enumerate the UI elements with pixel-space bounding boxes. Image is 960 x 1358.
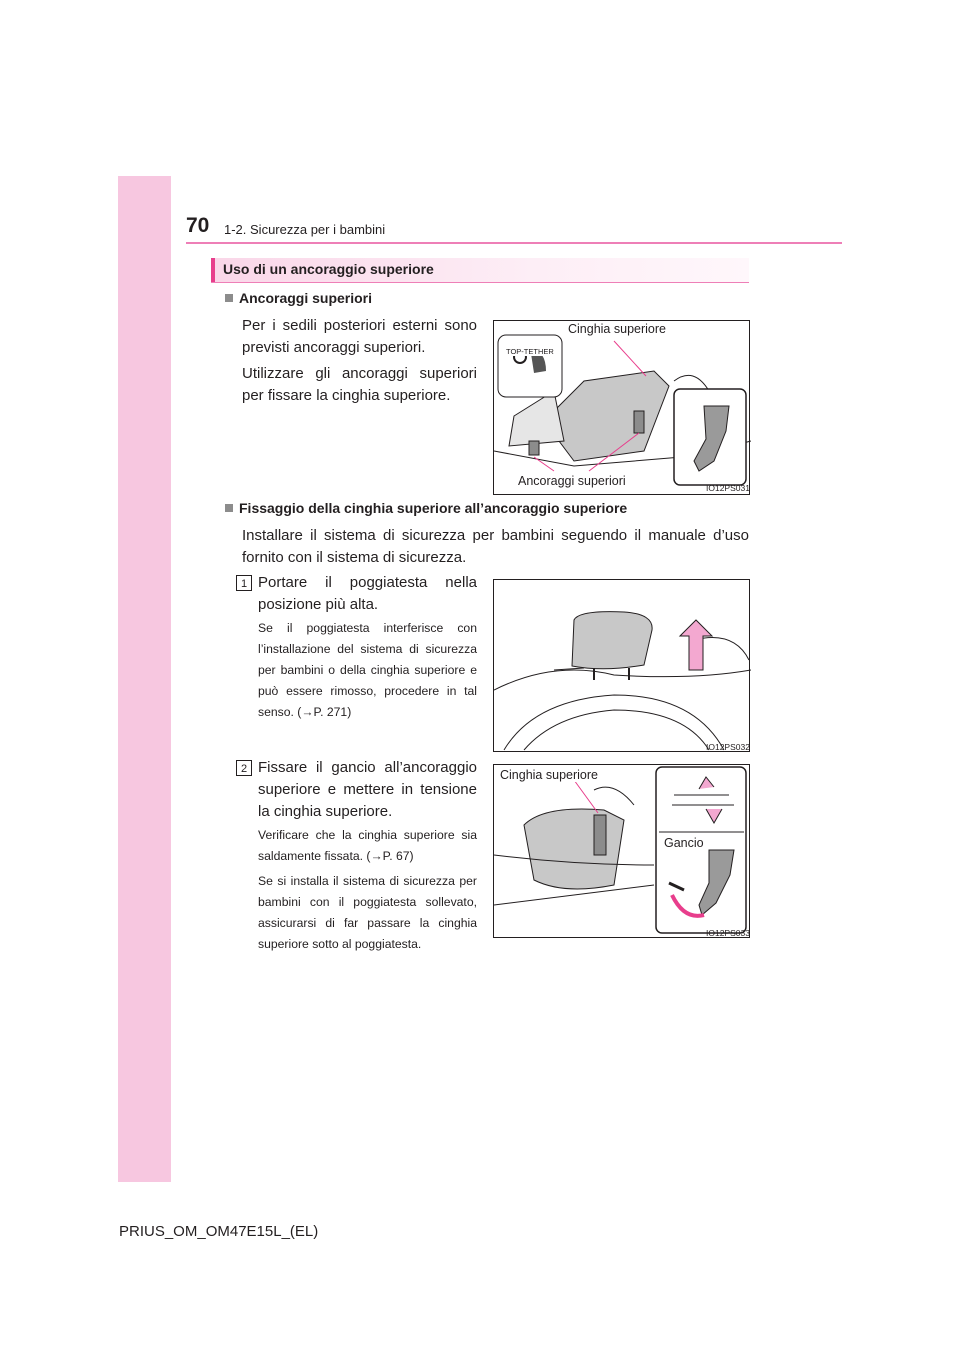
fig1-label-anchors: Ancoraggi superiori (518, 474, 626, 488)
figure-hook-attach (493, 764, 750, 938)
figure-headrest-raise (493, 579, 750, 752)
step-2-number: 2 (236, 760, 252, 776)
step-1-number: 1 (236, 575, 252, 591)
anchors-paragraph-1: Per i sedili posteriori esterni sono previsti ancoraggi superiori. (242, 317, 477, 356)
topic-title: Uso di un ancoraggio superiore (223, 261, 434, 277)
figure-top-tether-anchors (493, 320, 750, 495)
subheading-fixing-text: Fissaggio della cinghia superiore all’ancoraggio superiore (239, 500, 628, 516)
fig1-label-top-strap: Cinghia superiore (568, 322, 666, 336)
topic-bar (211, 258, 749, 283)
subheading-anchors (225, 290, 372, 306)
step-2-note-2: Se si installa il sistema di sicurezza per bambini con il poggiatesta sollevato, assicurarsi di far passare la cinghia superiore sotto al poggiatesta. (258, 874, 477, 951)
step-1-main: Portare il poggiatesta nella posizione più alta. (258, 574, 477, 613)
fig3-label-top-strap: Cinghia superiore (500, 768, 598, 782)
section-title: 1-2. Sicurezza per i bambini (224, 222, 386, 237)
subheading-anchors-text: Ancoraggi superiori (239, 290, 373, 306)
fig3-label-hook: Gancio (664, 836, 704, 850)
step-1-note: Se il poggiatesta interferisce con l’installazione del sistema di sicurezza per bambini o della cinghia superiore e può essere rimosso, procedere in tal senso. (→P. 271) (258, 621, 477, 719)
subheading-fixing (225, 500, 627, 516)
anchors-paragraph-2: Utilizzare gli ancoraggi superiori per fissare la cinghia superiore. (242, 365, 477, 404)
side-color-band (118, 176, 171, 1182)
fig3-code: IO12PS033 (706, 928, 750, 938)
step-2-main: Fissare il gancio all’ancoraggio superiore e mettere in tensione la cinghia superiore. (258, 759, 477, 820)
header-divider (186, 242, 842, 244)
fig1-code: IO12PS031 (706, 483, 750, 493)
top-tether-icon-label: TOP-TETHER (506, 347, 554, 356)
bullet-square-icon (225, 294, 233, 302)
page-number: 70 (186, 214, 210, 237)
step-2-note-1: Verificare che la cinghia superiore sia saldamente fissata. (→P. 67) (258, 828, 477, 863)
bullet-square-icon (225, 504, 233, 512)
footer-doc-code: PRIUS_OM_OM47E15L_(EL) (119, 1223, 319, 1240)
figure-3-illustration (494, 765, 751, 939)
fig2-code: IO12PS032 (706, 742, 750, 752)
figure-2-illustration (494, 580, 751, 753)
fixing-paragraph: Installare il sistema di sicurezza per bambini seguendo il manuale d’uso fornito con il sistema di sicurezza. (242, 527, 749, 566)
topic-bar-accent (211, 258, 215, 282)
